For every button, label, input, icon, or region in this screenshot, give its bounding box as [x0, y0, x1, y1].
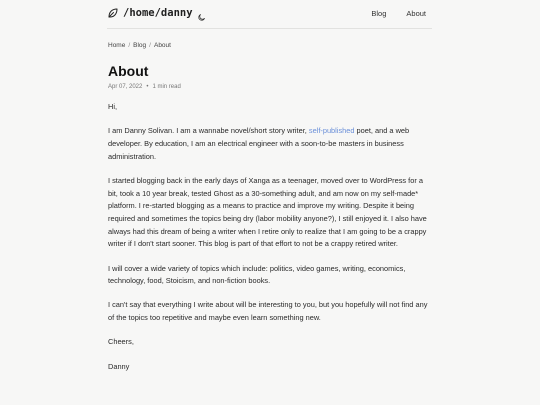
site-header [0, 0, 540, 29]
breadcrumb [108, 42, 171, 49]
post-date: Apr 07, 2022 [108, 84, 143, 90]
nav-link-about[interactable]: About [406, 9, 426, 18]
moon-icon[interactable] [197, 9, 206, 27]
paragraph: I will cover a wide variety of topics which include: politics, video games, writing, economics, technology, food, Stoicism, and non-fiction books. [108, 263, 406, 286]
post-content [108, 101, 434, 385]
breadcrumb-home[interactable]: Home [108, 42, 126, 49]
paragraph-text: I am Danny Solivan. I am a wannabe novel/short story writer, [108, 126, 309, 136]
nav-link-blog[interactable]: Blog [371, 9, 387, 18]
breadcrumb-separator: / [149, 42, 151, 49]
breadcrumb-current: About [153, 42, 171, 49]
paragraph: Cheers, [108, 337, 134, 347]
self-published-link[interactable]: self-published [308, 126, 355, 136]
paragraph: I can't say that everything I write about will be interesting to you, but you hopefully will not find any of the topics too repetitive and maybe even learn something new. [108, 300, 428, 323]
paragraph-text: poet, and a web developer. By education, I am an electrical engineer with a soon-to-be masters in business administration. [108, 126, 410, 161]
meta-separator: • [146, 84, 149, 90]
page-title: About [108, 63, 149, 79]
read-time: 1 min read [152, 84, 181, 90]
breadcrumb-blog[interactable]: Blog [133, 42, 147, 49]
paragraph: Hi, [108, 102, 118, 111]
site-title: /home/danny [123, 7, 193, 19]
paragraph [108, 125, 434, 163]
post-meta [108, 84, 181, 90]
paragraph: I started blogging back in the early days of Xanga as a teenager, moved over to WordPress for a bit, took a 10 year break, tested Ghost as a 30-something adult, and am now on my self-made* platform. I re-started blogging as a means to practice and improve my writing. Despite it being required and sometimes the topics being dry (labor mobility anyone?), I still enjoyed it. I also have always had this dream of being a writer when I retire only to realize that I am going to be a crappy writer if I don't start sooner. This blog is part of that effort to not be a crappy retired writer. [108, 175, 427, 249]
paragraph: Danny [108, 361, 130, 371]
leaf-icon [107, 7, 119, 19]
site-logo-link[interactable] [107, 7, 193, 19]
breadcrumb-separator: / [128, 42, 131, 49]
header-bar [107, 0, 432, 29]
main-nav [371, 9, 426, 18]
